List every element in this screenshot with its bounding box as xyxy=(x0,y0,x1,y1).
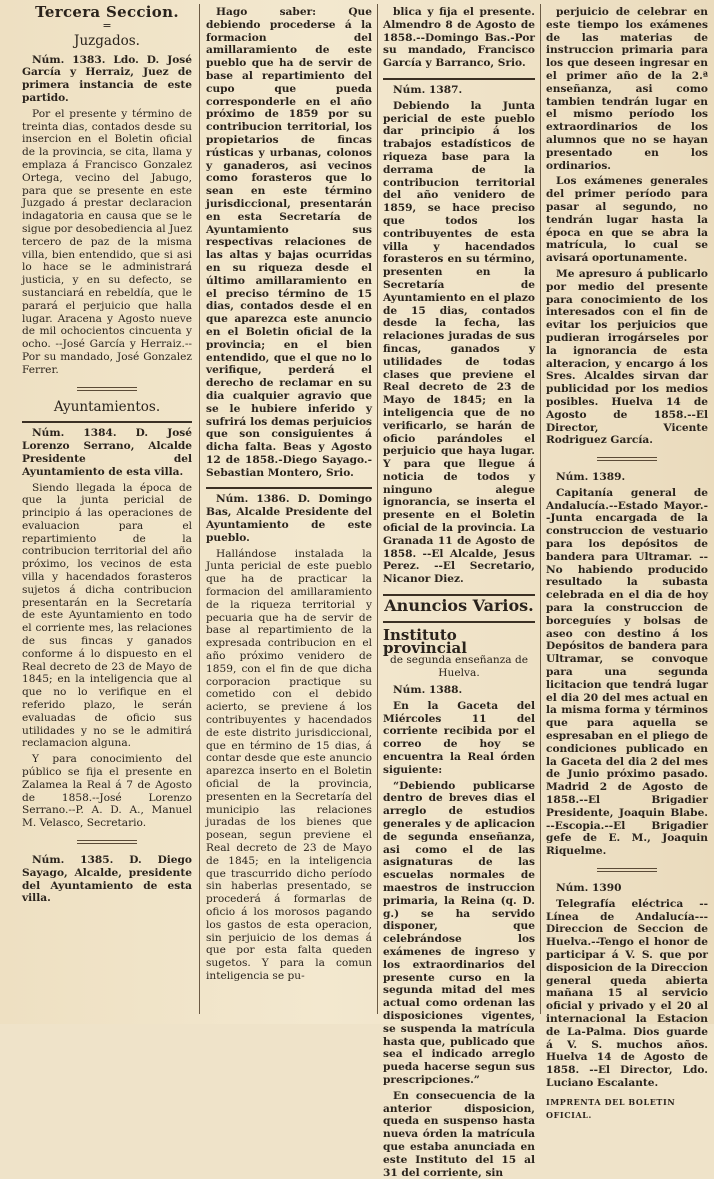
notice-1388-quote: “Debiendo publicarse dentro de breves dias el arreglo de estudios generales y de aplicacion de segunda enseñanza, asi como el de las asignaturas de las escuelas normales de maestros de instruccion primaria, la Reina (q. D. g.) se ha servido disponer, que celebrándose los exámenes de ingreso y los extraordinarios del presente curso en la segunda mitad del mes actual como ordenan las disposiciones vigentes, se suspenda la matrícula hasta que, publicado que sea el indicado arreglo pueda hacerse segun sus prescripciones.” xyxy=(383,779,535,1086)
notice-1383-lead: Núm. 1383. Ldo. D. José García y Herraiz, Juez de primera instancia de este partido. xyxy=(22,53,192,104)
notice-1384-body: Siendo llegada la época de que la junta pericial de principio á las operaciones de evaluacion para el repartimiento de la contribucion territorial del año próximo, los vecinos de esta villa y hacendados forasteros sujetos á dicha contribucion presentarán en la Secretaría de este Ayuntamiento en todo el corriente mes, las relaciones de sus fincas y ganados conforme á lo dispuesto en el Real decreto de 23 de Mayo de 1845; en la inteligencia que al que no lo verifique en el referido plazo, le serán evaluadas de oficio sus utilidades y no se le admitirá reclamacion alguna. xyxy=(22,481,192,750)
notice-1388-cont-c: Me apresuro á publicarlo por medio del presente para conocimiento de los interesados con el fin de evitar los perjuicios que pudieran irrogárseles por la ignorancia de esta alteracion, y encargo á los Sres. Alcaldes sirvan dar publicidad por los medios posibles. Huelva 14 de Agosto de 1858.--El Director, Vicente Rodriguez García. xyxy=(546,267,708,447)
divider xyxy=(22,421,192,423)
column-divider xyxy=(199,4,200,1014)
notice-1388-lead: Núm. 1388. xyxy=(393,684,463,697)
divider xyxy=(597,868,657,872)
notice-1388-body: En la Gaceta del Miércoles 11 del corriente recibida por el correo de hoy se encuentra la Real órden siguiente: xyxy=(383,699,535,776)
notice-1385-body: Hago saber: Que debiendo procederse á la formacion del amillaramiento de este pueblo que ha de servir de base al repartimiento del cupo que pueda corresponderle en el año próximo de 1859 por su contribucion territorial, los propietarios de fincas rústicas y urbanas, colonos y ganaderos, asi vecinos como forasteros que lo sean en este término jurisdiccional, presentarán en esta Secretaría de Ayuntamiento sus respectivas relaciones de las altas y bajas ocurridas en su riqueza desde el último amillaramiento en el preciso término de 15 dias, contados desde el en que aparezca este anuncio en el Boletin oficial de la provincia; en el bien entendido, que el que no lo verifique, perderá el derecho de reclamar en su dia cualquier agravio que se le hubiere inferido y sufrirá los demas perjuicios que son consiguientes á dicha falta. Beas y Agosto 12 de 1858.-Diego Sayago.-Sebastian Montero, Srio. xyxy=(206,6,372,479)
instituto-heading: Instituto provincial xyxy=(383,625,467,657)
notice-1386-close: blica y fija el presente. Almendro 8 de Agosto de 1858.--Domingo Bas.-Por su mandado, Francisco García y Barranco, Srio. xyxy=(383,6,535,70)
column-divider xyxy=(540,4,541,1014)
notice-1390-lead: Núm. 1390 xyxy=(556,882,622,894)
divider xyxy=(597,457,657,461)
notice-1388-cont-a: perjuicio de celebrar en este tiempo los exámenes de las materias de instruccion primaria para los que deseen ingresar en el primer año de la 2.ª enseñanza, asi como tambien tendrán lugar en el mismo período los extraordinarios de los alumnos que no se hayan presentado en los ordinarios. xyxy=(546,6,708,172)
divider xyxy=(383,78,535,80)
ayuntamientos-heading: Ayuntamientos. xyxy=(53,398,161,415)
column-2 xyxy=(206,6,372,1012)
divider xyxy=(383,621,535,623)
section-title: Tercera Seccion. xyxy=(35,3,179,21)
notice-1383-body: Por el presente y término de treinta dias, contados desde su insercion en el Boletin oficial de la provincia, se cita, llama y emplaza á Francisco Gonzalez Ortega, vecino del Jabugo, para que se presente en este Juzgado á prestar declaracion indagatoria en causa que se le sigue por desobediencia al Juez tercero de paz de la misma villa, bien entendido, que si asi lo hace se le administrará justicia, y en su defecto, se sustanciará en rebeldía, que le parará el perjuicio que halla lugar. Aracena y Agosto nueve de mil ochocientos cincuenta y ocho. --José García y Herraiz.--Por su mandado, José Gonzalez Ferrer. xyxy=(22,107,192,376)
notice-1388-cont-b: Los exámenes generales del primer período para pasar al segundo, no tendrán lugar hasta la época en que se abra la matrícula, lo cual se avisará oportunamente. xyxy=(546,175,708,265)
instituto-subheading: de segunda enseñanza de Huelva. xyxy=(389,654,529,680)
divider xyxy=(206,487,372,489)
imprint: IMPRENTA DEL BOLETIN OFICIAL. xyxy=(546,1096,676,1120)
juzgados-heading: Juzgados. xyxy=(74,32,140,49)
divider xyxy=(77,387,137,391)
column-4 xyxy=(546,6,708,1120)
notice-1385-lead: Núm. 1385. D. Diego Sayago, Alcalde, presidente del Ayuntamiento de esta villa. xyxy=(22,854,192,905)
anuncios-heading: Anuncios Varios. xyxy=(384,596,534,616)
column-1 xyxy=(22,3,192,1012)
notice-1390-body: Telegrafía eléctrica --Línea de Andalucía---Direccion de Seccion de Huelva.--Tengo el honor de participar á V. S. que por disposicion de la Direccion general queda abierta mañana 15 al servicio oficial y privado y el 20 al internacional la Estacion de La-Palma. Dios guarde á V. S. muchos años. Huelva 14 de Agosto de 1858. --El Director, Ldo. Luciano Escalante. xyxy=(546,897,708,1089)
notice-1384-close: Y para conocimiento del público se fija el presente en Zalamea la Real á 7 de Agosto de 1858.--José Lorenzo Serrano.--P. A. D. A., Manuel M. Velasco, Secretario. xyxy=(22,753,192,830)
notice-1386-lead: Núm. 1386. D. Domingo Bas, Alcalde Presidente del Ayuntamiento de este pueblo. xyxy=(206,493,372,544)
notice-1388-cont: En consecuencia de la anterior disposicion, queda en suspenso hasta nueva órden la matrícula que estaba anunciada en este Instituto del 15 al 31 del corriente, sin xyxy=(383,1089,535,1179)
column-divider xyxy=(377,4,378,1014)
notice-1387-lead: Núm. 1387. xyxy=(393,83,463,96)
column-3 xyxy=(383,6,535,1179)
divider-ornament: = xyxy=(102,18,112,32)
notice-1389-body: Capitanía general de Andalucía.--Estado Mayor.--Junta encargada de la construccion de vestuario para los depósitos de bandera para Ultramar. --No habiendo producido resultado la subasta celebrada en el dia de hoy para la construccion de borceguíes y bolsas de aseo con destino á los Depósitos de bandera para Ultramar, se convoque para una segunda licitacion que tendrá lugar el dia 20 del mes actual en la misma forma y términos que para aquella se espresaban en el pliego de condiciones publicado en la Gaceta del dia 2 del mes de Junio próximo pasado. Madrid 2 de Agosto de 1858.--El Brigadier Presidente, Joaquin Blabe. --Escopia.--El Brigadier gefe de E. M., Joaquin Riquelme. xyxy=(546,486,708,858)
notice-1387-body: Debiendo la Junta pericial de este pueblo dar principio á los trabajos estadísticos de riqueza base para la derrama de la contribucion territorial del año venidero de 1859, se hace preciso que todos los contribuyentes de esta villa y hacendados forasteros en su término, presenten en la Secretaría de Ayuntamiento en el plazo de 15 dias, contados desde la fecha, las relaciones juradas de sus fincas, ganados y utilidades de todas clases que previene el Real decreto de 23 de Mayo de 1845; en la inteligencia que de no verificarlo, se harán de oficio parándoles el perjuicio que haya lugar. Y para que llegue á noticia de todos y ninguno alegue ignorancia, se inserta el presente en el Boletin oficial de la provincia. La Granada 11 de Agosto de 1858. --El Alcalde, Jesus Perez. --El Secretario, Nicanor Diez. xyxy=(383,99,535,586)
divider xyxy=(77,840,137,844)
notice-1386-body: Hallándose instalada la Junta pericial de este pueblo que ha de practicar la formacion del amillaramiento de la riqueza territorial y pecuaria que ha de servir de base al repartimiento de la expresada contribucion en el año próximo venidero de 1859, con el fin de que dicha corporacion practique su cometido con el debido acierto, se previene á los contribuyentes y hacendados de este distrito jurisdiccional, que en término de 15 dias, á contar desde que este anuncio aparezca inserto en el Boletin oficial de la provincia, presenten en la Secretaría del municipio las relaciones juradas de los bienes que posean, segun previene el Real decreto de 23 de Mayo de 1845; en la inteligencia que trascurrido dicho período sin haberlas presentado, se procederá á formarlas de oficio á los morosos pagando los gastos de esta operacion, sin perjuicio de los demas á que por esta falta queden sugetos. Y para la comun inteligencia se pu- xyxy=(206,547,372,982)
notice-1389-lead: Núm. 1389. xyxy=(556,471,626,484)
notice-1384-lead: Núm. 1384. D. José Lorenzo Serrano, Alcalde Presidente del Ayuntamiento de esta villa. xyxy=(22,427,192,478)
